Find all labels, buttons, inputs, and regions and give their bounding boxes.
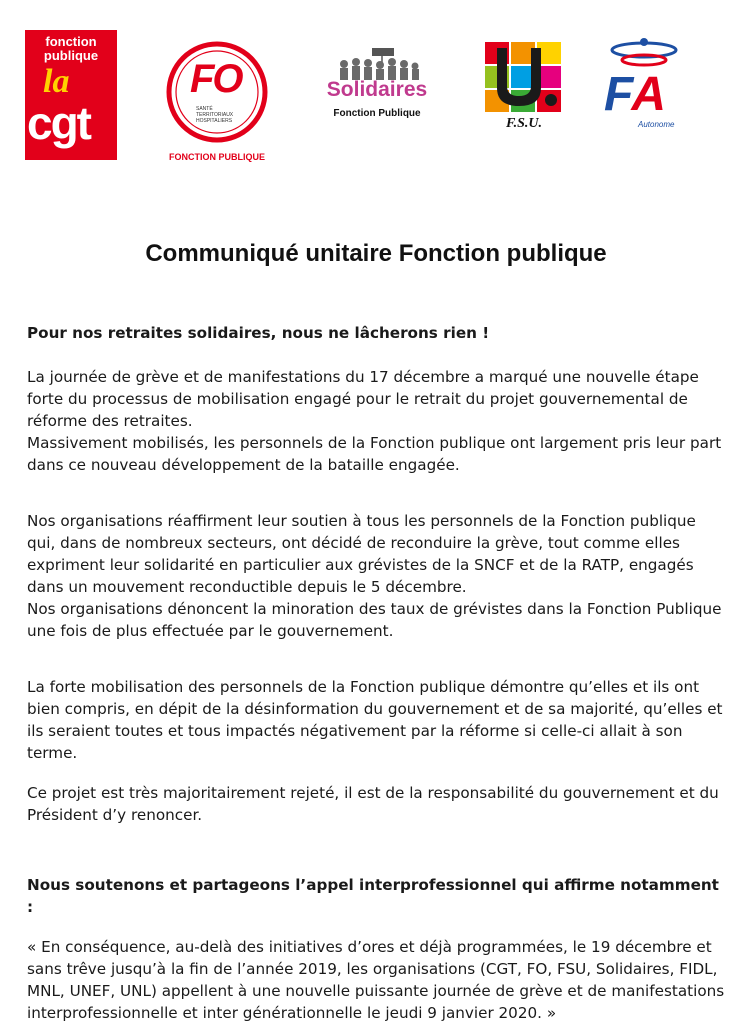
cgt-logo-name: cgt — [27, 97, 90, 149]
fo-logo-caption: FONCTION PUBLIQUE — [169, 152, 265, 162]
fo-logo-name: FO — [190, 57, 242, 101]
fa-logo — [600, 36, 688, 136]
solidaires-logo-caption: Fonction Publique — [333, 108, 421, 119]
heading-retraites: Pour nos retraites solidaires, nous ne lâcherons rien ! — [27, 324, 490, 342]
fa-letter-a: A — [631, 68, 664, 121]
fa-logo-caption: Autonome — [638, 120, 675, 129]
paragraph-1b: Massivement mobilisés, les personnels de la Fonction publique ont largement pris leur part dans ce nouveau développement de la bataille engagée. — [27, 434, 722, 474]
fsu-logo-caption: F.S.U. — [506, 116, 542, 131]
fsu-mosaic-icon — [483, 40, 565, 116]
page-title: Communiqué unitaire Fonction publique — [145, 240, 607, 267]
paragraph-2a: Nos organisations réaffirment leur soutien à tous les personnels de la Fonction publique qui, dans de nombreux secteurs, ont décidé de reconduire la grève, tout comme elles expriment leur solidarité en particulier aux grévistes de la SNCF et de la RATP, engagés dans un mouvement reconductible depuis le 5 décembre. — [27, 512, 696, 596]
paragraph-2b: Nos organisations dénoncent la minoration des taux de grévistes dans la Fonction Publique une fois de plus effectuée par le gouvernement. — [27, 600, 722, 640]
fo-logo — [164, 38, 270, 160]
heading-appel: Nous soutenons et partageons l’appel interprofessionnel qui affirme notamment : — [27, 876, 719, 916]
paragraph-5: « En conséquence, au-delà des initiatives d’ores et déjà programmées, le 19 décembre et sans trêve jusqu’à la fin de l’année 2019, les organisations (CGT, FO, FSU, Solidaires, FIDL, MNL, UNEF, UNL) appellent à une nouvelle puissante journée de grève et de manifestations interprofessionnelle et inter générationnelle le jeudi 9 janvier 2020. » — [27, 938, 725, 1022]
fa-logo-letters — [604, 70, 664, 120]
logo-bar — [0, 28, 752, 163]
paragraph-3: La forte mobilisation des personnels de la Fonction publique démontre qu’elles et ils ont bien compris, en dépit de la désinformation du gouvernement et de sa majorité, qu’elles et ils seraient toutes et tous impactés négativement par la réforme si celle-ci allait à son terme. — [27, 678, 723, 762]
fo-logo-sub: SANTÉ TERRITORIAUX HOSPITALIERS — [196, 106, 234, 124]
cgt-logo-script: la — [43, 63, 70, 100]
cgt-logo — [25, 30, 117, 160]
solidaires-logo-name: Solidaires — [326, 78, 428, 101]
paragraph-1a: La journée de grève et de manifestations du 17 décembre a marqué une nouvelle étape forte du processus de mobilisation engagé pour le retrait du projet gouvernemental de réforme des retraites. — [27, 368, 699, 430]
fa-letter-f: F — [604, 68, 632, 121]
document-body — [27, 322, 727, 1024]
paragraph-4: Ce projet est très majoritairement rejeté, il est de la responsabilité du gouvernement et du Président d’y renoncer. — [27, 784, 719, 824]
solidaires-logo — [322, 48, 432, 128]
cgt-logo-line1: fonction — [45, 34, 97, 49]
fsu-logo — [483, 40, 565, 136]
cgt-logo-line2: publique — [43, 48, 99, 63]
crowd-icon — [332, 48, 422, 82]
